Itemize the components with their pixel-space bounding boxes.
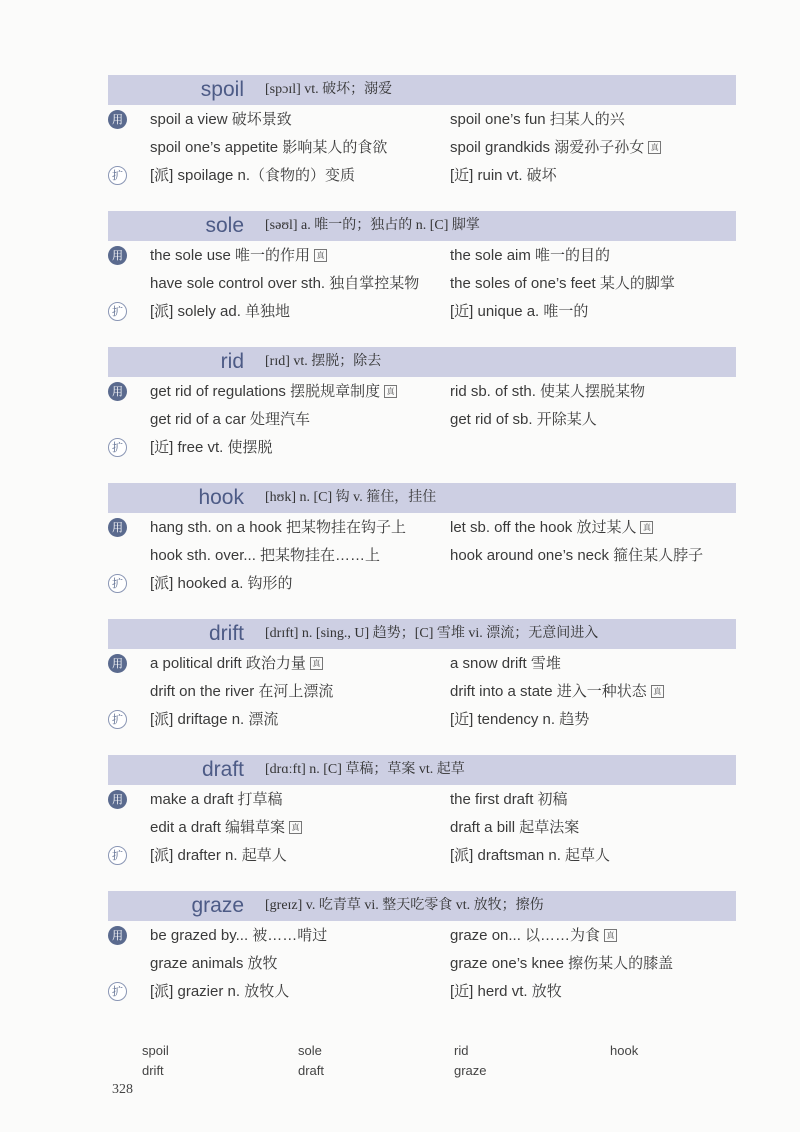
definition: [rɪd] vt. 摆脱；除去 — [265, 354, 382, 369]
collocation-text: rid sb. of sth. 使某人摆脱某物 — [450, 383, 646, 400]
entry-sole — [108, 211, 736, 326]
entry-spoil — [108, 75, 736, 190]
collocation-text: spoil grandkids 溺爱孙子孙女 — [450, 139, 645, 156]
headword: sole — [205, 214, 244, 237]
related-word: [派] hooked a. 钩形的 — [150, 575, 293, 592]
entry-header — [108, 483, 736, 513]
usage-icon: 用 — [108, 518, 127, 537]
related-word: [近] herd vt. 放牧 — [450, 983, 562, 1000]
collocation-text: get rid of regulations 摆脱规章制度 — [150, 383, 381, 400]
collocation — [150, 786, 283, 814]
extension-row — [108, 298, 736, 326]
usage-row — [108, 514, 736, 542]
collocation-text: graze one’s knee 擦伤某人的膝盖 — [450, 955, 674, 972]
definition: [drɪft] n. [sing., U] 趋势；[C] 雪堆 vi. 漂流；无意间进入 — [265, 626, 599, 641]
definition: [səʊl] a. 唯一的；独占的 n. [C] 脚掌 — [265, 218, 480, 233]
collocation — [150, 134, 387, 162]
extension-row — [108, 434, 736, 462]
collocation — [450, 406, 597, 434]
entry-hook — [108, 483, 736, 598]
collocation — [150, 814, 302, 842]
related-word: [派] draftsman n. 起草人 — [450, 847, 611, 864]
collocation-text: make a draft 打草稿 — [150, 791, 283, 808]
headword: drift — [208, 622, 244, 645]
exam-mark-icon: 真 — [384, 385, 397, 398]
extension-icon: 扩 — [108, 302, 127, 321]
review-word: spoil — [142, 1043, 169, 1058]
collocation — [150, 242, 327, 270]
extension-icon: 扩 — [108, 846, 127, 865]
usage-icon: 用 — [108, 926, 127, 945]
collocation-text: edit a draft 编辑草案 — [150, 819, 286, 836]
collocation — [150, 406, 310, 434]
extension-row — [108, 978, 736, 1006]
definition: [greɪz] v. 吃青草 vi. 整天吃零食 vt. 放牧；擦伤 — [265, 898, 544, 913]
usage-icon: 用 — [108, 654, 127, 673]
extension-icon: 扩 — [108, 982, 127, 1001]
collocation — [450, 650, 561, 678]
collocation — [150, 270, 419, 298]
collocation-text: get rid of a car 处理汽车 — [150, 411, 311, 428]
collocation — [150, 950, 278, 978]
collocation-text: graze on... 以……为食 — [450, 927, 601, 944]
exam-mark-icon: 真 — [651, 685, 664, 698]
related-word: [近] ruin vt. 破坏 — [450, 167, 557, 184]
extension-icon: 扩 — [108, 438, 127, 457]
usage-row — [108, 242, 736, 270]
collocation — [150, 542, 380, 570]
headword: hook — [198, 486, 244, 509]
related-word: [近] free vt. 使摆脱 — [150, 439, 273, 456]
collocation — [150, 678, 333, 706]
usage-row — [108, 922, 736, 950]
usage-row — [108, 678, 736, 706]
collocation-text: hook sth. over... 把某物挂在……上 — [150, 547, 381, 564]
collocation — [450, 786, 568, 814]
exam-mark-icon: 真 — [289, 821, 302, 834]
collocation-text: be grazed by... 被……啃过 — [150, 927, 328, 944]
collocation — [150, 514, 406, 542]
collocation-text: a snow drift 雪堆 — [450, 655, 561, 672]
related-word: [近] tendency n. 趋势 — [450, 711, 590, 728]
usage-row — [108, 786, 736, 814]
exam-mark-icon: 真 — [314, 249, 327, 262]
related-word: [派] driftage n. 漂流 — [150, 711, 279, 728]
collocation-text: graze animals 放牧 — [150, 955, 278, 972]
review-word: draft — [298, 1063, 325, 1078]
usage-row — [108, 106, 736, 134]
collocation-text: the first draft 初稿 — [450, 791, 568, 808]
collocation-text: the sole use 唯一的作用 — [150, 247, 311, 264]
entry-header — [108, 755, 736, 785]
review-word: hook — [610, 1043, 639, 1058]
extension-row — [108, 162, 736, 190]
related-word: [近] unique a. 唯一的 — [450, 303, 589, 320]
review-word: sole — [298, 1043, 322, 1058]
collocation-text: a political drift 政治力量 — [150, 655, 306, 672]
collocation — [150, 650, 323, 678]
exam-mark-icon: 真 — [310, 657, 323, 670]
usage-icon: 用 — [108, 110, 127, 129]
entry-drift — [108, 619, 736, 734]
collocation-text: spoil one’s appetite 影响某人的食欲 — [150, 139, 388, 156]
collocation-text: let sb. off the hook 放过某人 — [450, 519, 637, 536]
usage-row — [108, 406, 736, 434]
extension-row — [108, 842, 736, 870]
collocation — [150, 106, 292, 134]
extension-row — [108, 570, 736, 598]
related-word: [派] solely ad. 单独地 — [150, 303, 291, 320]
collocation — [150, 922, 327, 950]
entry-draft — [108, 755, 736, 870]
definition: [drɑːft] n. [C] 草稿；草案 vt. 起草 — [265, 762, 465, 777]
collocation — [450, 242, 610, 270]
collocation — [450, 542, 703, 570]
collocation-text: hang sth. on a hook 把某物挂在钩子上 — [150, 519, 406, 536]
collocation-text: get rid of sb. 开除某人 — [450, 411, 597, 428]
related-word: [派] drafter n. 起草人 — [150, 847, 287, 864]
review-word: drift — [142, 1063, 164, 1078]
collocation — [450, 922, 617, 950]
collocation-text: drift on the river 在河上漂流 — [150, 683, 334, 700]
collocation-text: hook around one’s neck 箍住某人脖子 — [450, 547, 704, 564]
collocation — [450, 378, 645, 406]
entry-header — [108, 347, 736, 377]
entry-header — [108, 619, 736, 649]
collocation — [150, 378, 397, 406]
headword: draft — [201, 758, 244, 781]
entry-rid — [108, 347, 736, 462]
collocation — [450, 678, 664, 706]
collocation-text: spoil a view 破坏景致 — [150, 111, 292, 128]
collocation — [450, 814, 579, 842]
collocation-text: the soles of one’s feet 某人的脚掌 — [450, 275, 675, 292]
usage-row — [108, 814, 736, 842]
extension-icon: 扩 — [108, 710, 127, 729]
headword: spoil — [200, 78, 244, 101]
collocation-text: the sole aim 唯一的目的 — [450, 247, 611, 264]
usage-row — [108, 950, 736, 978]
usage-row — [108, 134, 736, 162]
definition: [hʊk] n. [C] 钩 v. 箍住，挂住 — [265, 490, 437, 505]
collocation — [450, 950, 673, 978]
exam-mark-icon: 真 — [604, 929, 617, 942]
usage-icon: 用 — [108, 790, 127, 809]
review-word: rid — [454, 1043, 469, 1058]
collocation-text: spoil one’s fun 扫某人的兴 — [450, 111, 625, 128]
collocation — [450, 514, 653, 542]
collocation-text: draft a bill 起草法案 — [450, 819, 580, 836]
extension-row — [108, 706, 736, 734]
usage-icon: 用 — [108, 246, 127, 265]
collocation — [450, 106, 625, 134]
review-word: graze — [454, 1063, 487, 1078]
usage-row — [108, 378, 736, 406]
related-word: [派] grazier n. 放牧人 — [150, 983, 290, 1000]
extension-icon: 扩 — [108, 166, 127, 185]
entry-header — [108, 75, 736, 105]
related-word: [派] spoilage n.（食物的）变质 — [150, 167, 356, 184]
collocation — [450, 134, 661, 162]
entry-graze — [108, 891, 736, 1006]
collocation-text: have sole control over sth. 独自掌控某物 — [150, 275, 420, 292]
definition: [spɔɪl] vt. 破坏；溺爱 — [265, 82, 393, 97]
page-number: 328 — [112, 1082, 133, 1097]
exam-mark-icon: 真 — [640, 521, 653, 534]
headword: rid — [220, 350, 244, 373]
collocation-text: drift into a state 进入一种状态 — [450, 683, 647, 700]
exam-mark-icon: 真 — [648, 141, 661, 154]
usage-row — [108, 270, 736, 298]
usage-row — [108, 542, 736, 570]
collocation — [450, 270, 675, 298]
entry-header — [108, 891, 736, 921]
usage-icon: 用 — [108, 382, 127, 401]
usage-row — [108, 650, 736, 678]
headword: graze — [191, 894, 244, 917]
entry-header — [108, 211, 736, 241]
extension-icon: 扩 — [108, 574, 127, 593]
